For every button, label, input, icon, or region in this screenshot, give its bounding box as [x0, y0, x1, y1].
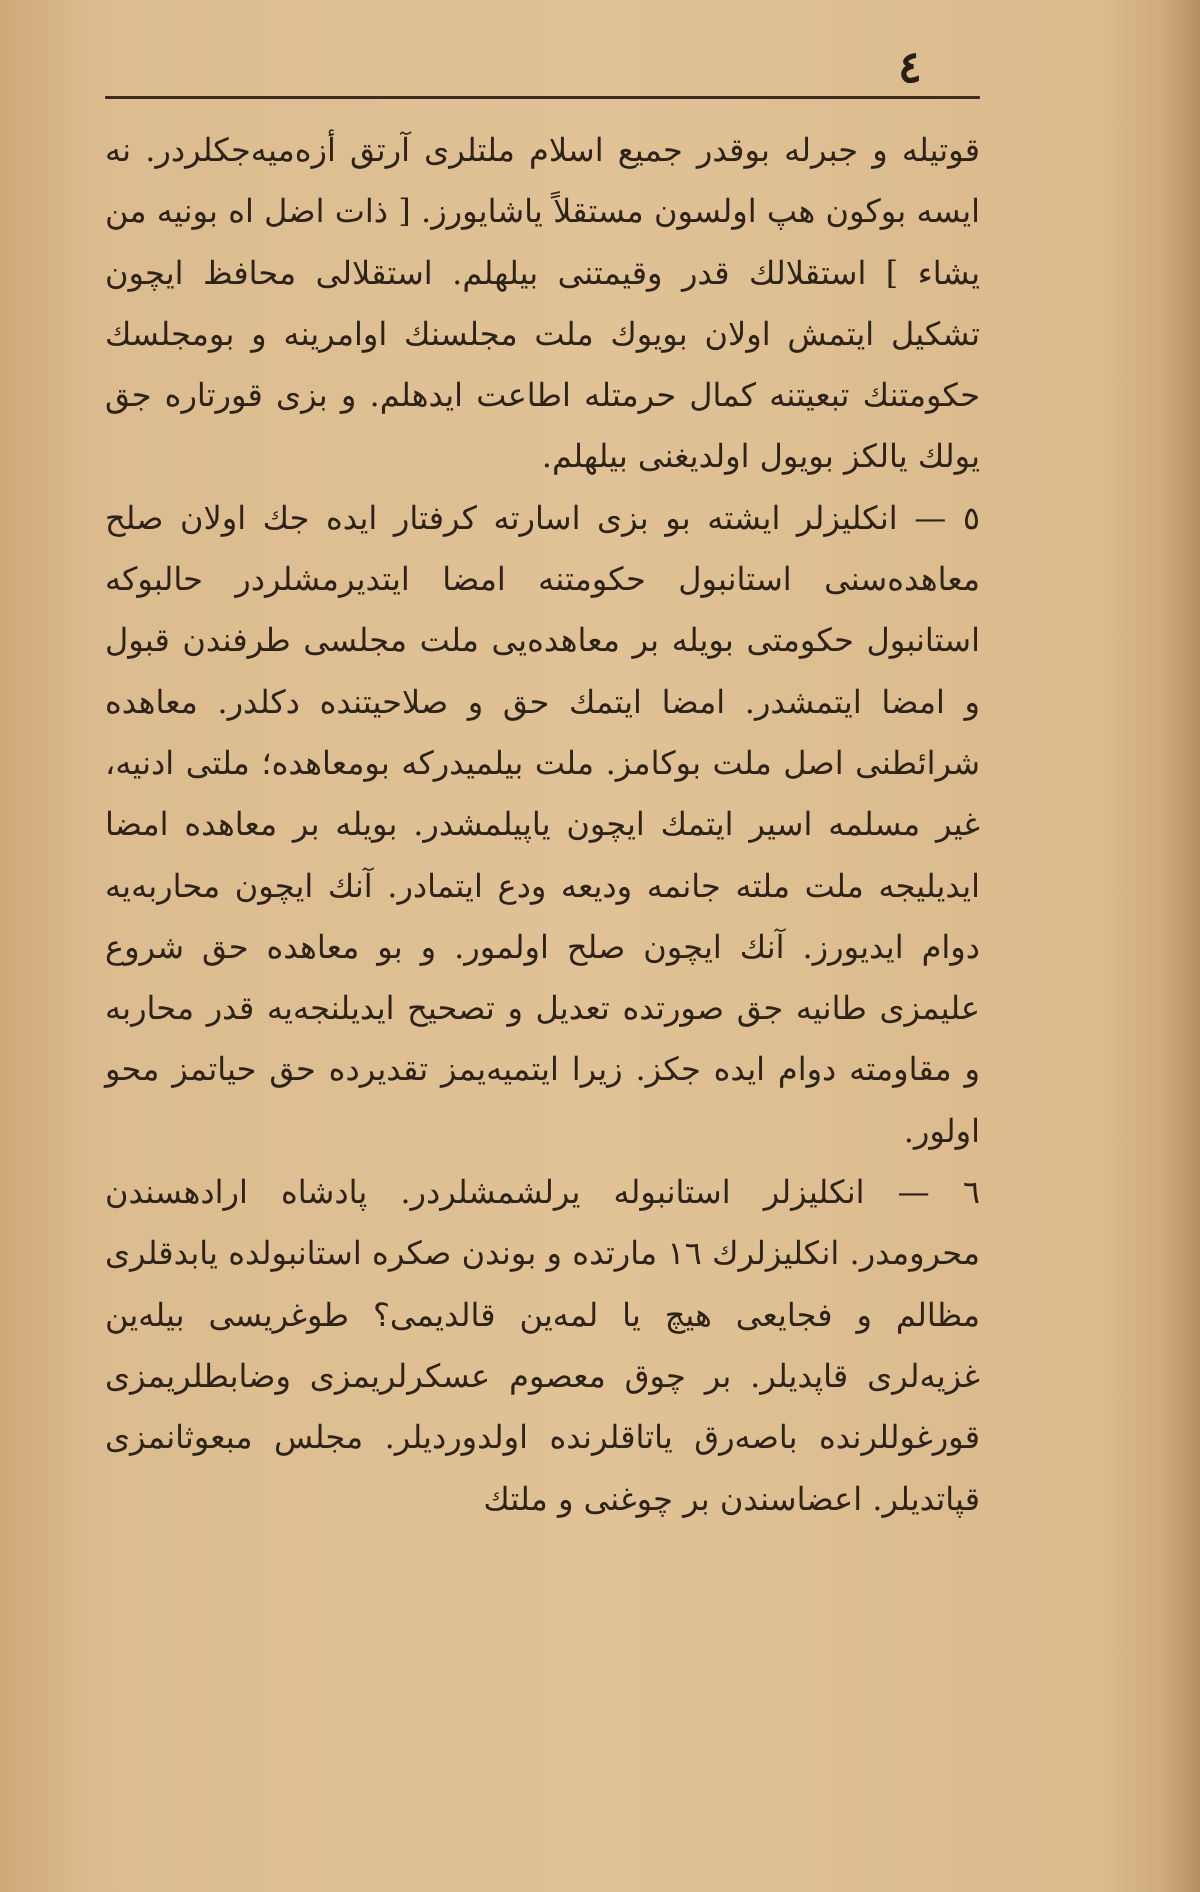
paragraph-1: قوتیله و جبرله بوقدر جمیع اسلام ملتلری آرتق أزه‌میه‌جکلردر. نه ایسه بوکون هپ اولسون مستقلاً یاشایورز. [ ذات اضل اه بونیه من یشاء ] استقلالك قدر وقیمتنی بیلهلم. استقلالی محافظ ایچون تشکیل ایتمش اولان بویوك ملت مجلسنك اوامرینه و بومجلسك حکومتنك تبعیتنه کمال حرمتله اطاعت ایدهلم. و بزی قورتاره جق یولك یالکز بویول اولدیغنی بیلهلم.	[105, 131, 980, 476]
paragraph-2: ٥ — انکلیزلر ایشته بو بزی اسارته کرفتار ایده جك اولان صلح معاهده‌سنی استانبول حکومتنه امضا ایتدیرمشلردر حالبوکه استانبول حکومتی بویله بر معاهده‌یی ملت مجلسی طرفندن قبول و امضا ایتمشدر. امضا ایتمك حق و صلاحیتنده دکلدر. معاهده شرائطنی اصل ملت بوکامز. ملت بیلمیدرکه بومعاهده؛ ملتی ادنیه، غیر مسلمه اسیر ایتمك ایچون یاپیلمشدر. بویله بر معاهده امضا ایدیلیجه ملت ملته جانمه ودیعه ودع ایتمادر. آنك ایچون محاربه‌یه دوام ایدیورز. آنك ایچون صلح اولمور. و بو معاهده حق شروع علیمزی طانیه جق صورتده تعدیل و تصحیح ایدیلنجه‌یه قدر محاربه و مقاومته دوام ایده جکز. زیرا ایتمیه‌یمز تقدیرده حق حیاتمز محو اولور.	[105, 498, 981, 1150]
header-rule	[105, 96, 980, 99]
page-number: ٤	[898, 42, 922, 93]
page-edge-shadow	[1160, 0, 1200, 1892]
paragraph-3: ٦ — انکلیزلر استانبوله یرلشمشلردر. پادشاه ارادهسندن محرومدر. انکلیزلرك ١٦ مارتده و بوندن صکره استانبولده یابدقلری مظالم و فجایعی هیچ یا لمه‌ین قالدیمی؟ طوغریسی بیله‌ین غزیه‌لری قاپدیلر. بر چوق معصوم عسکرلریمزی وضابطلریمزی قورغوللرنده باصه‌رق یاتاقلرنده اولدوردیلر. مجلس مبعوثانمزی قپاتدیلر. اعضاسندن بر چوغنی و ملتك	[105, 1173, 981, 1518]
body-text	[105, 120, 980, 1530]
